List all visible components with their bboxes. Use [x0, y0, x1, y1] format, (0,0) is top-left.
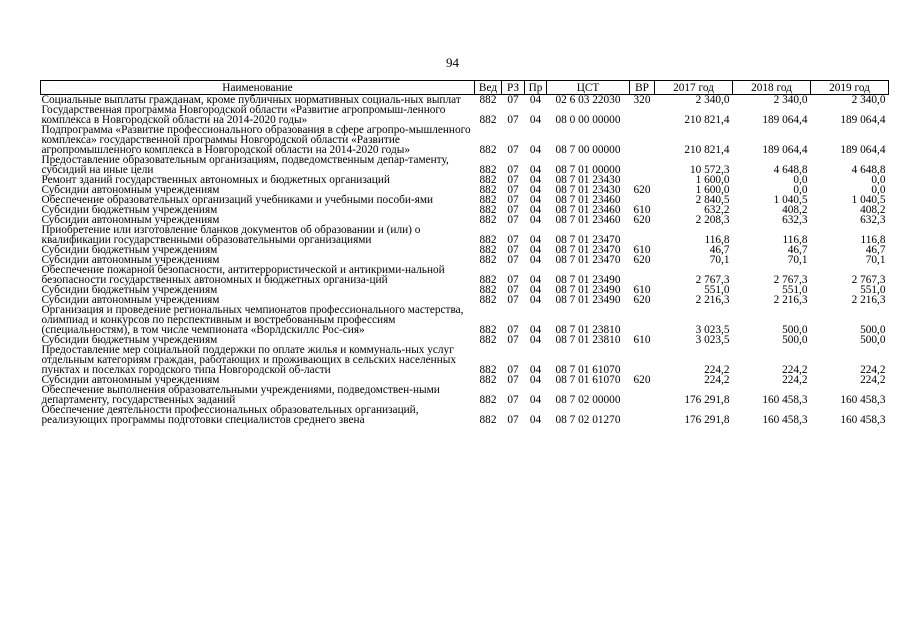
row-amount-2019: 189 064,4 [840, 144, 886, 156]
row-amount-2018: 2 767,3 [773, 274, 808, 286]
row-vr: 620 [633, 214, 651, 226]
row-amount-2019: 500,0 [860, 324, 886, 336]
table-row [41, 225, 889, 245]
row-rz: 07 [507, 194, 519, 206]
row-amount-2019: 160 458,3 [840, 394, 886, 406]
row-amount-2018: 4 648,8 [773, 164, 808, 176]
row-amount-2017: 1 600,0 [695, 184, 730, 196]
row-name: Субсидии автономным учреждениям [41, 184, 220, 196]
row-amount-2017: 210 821,4 [684, 144, 730, 156]
row-ved: 882 [479, 94, 497, 106]
row-amount-2017: 116,8 [704, 234, 730, 246]
row-cst: 08 7 01 23460 [555, 204, 621, 216]
row-amount-2018: 500,0 [782, 334, 808, 346]
row-pr: 04 [529, 294, 542, 306]
row-ved: 882 [479, 204, 497, 216]
row-amount-2017: 2 767,3 [695, 274, 730, 286]
table-row [41, 105, 889, 125]
row-amount-2017: 2 208,3 [695, 214, 730, 226]
row-rz: 07 [507, 364, 519, 376]
row-vr [630, 125, 655, 155]
row-amount-2017: 632,2 [704, 204, 730, 216]
row-name: Субсидии автономным учреждениям [41, 254, 220, 266]
table-body [41, 95, 889, 426]
row-cst: 08 7 01 23490 [555, 284, 621, 296]
row-amount-2018: 408,2 [782, 204, 808, 216]
row-amount-2017: 176 291,8 [684, 394, 730, 406]
row-amount-2018: 1 040,5 [773, 194, 808, 206]
row-rz: 07 [507, 94, 519, 106]
row-ved: 882 [479, 274, 497, 286]
table-header-row [41, 81, 889, 95]
row-ved: 882 [479, 144, 497, 156]
row-amount-2018: 0,0 [793, 184, 808, 196]
row-amount-2018: 632,3 [782, 214, 808, 226]
row-rz: 07 [507, 164, 519, 176]
row-amount-2018: 224,2 [782, 374, 808, 386]
row-cst: 08 7 01 23470 [555, 244, 621, 256]
table-row [41, 385, 889, 405]
row-cst: 08 7 01 61070 [555, 374, 621, 386]
table-row [41, 305, 889, 335]
header-2019: 2019 год [811, 81, 889, 95]
row-amount-2018: 70,1 [787, 254, 808, 266]
row-vr: 620 [633, 294, 651, 306]
row-amount-2017: 224,2 [704, 364, 730, 376]
row-amount-2017: 46,7 [709, 244, 730, 256]
row-ved: 882 [479, 394, 497, 406]
row-amount-2018: 500,0 [782, 324, 808, 336]
row-rz: 07 [507, 234, 519, 246]
header-ved: Вед [475, 81, 502, 95]
row-vr [630, 405, 655, 425]
row-ved: 882 [479, 194, 497, 206]
row-pr: 04 [529, 374, 542, 386]
row-name: Социальные выплаты гражданам, кроме публичных нормативных социаль-ных выплат [41, 94, 461, 106]
row-ved: 882 [479, 294, 497, 306]
table-row [41, 125, 889, 155]
row-pr: 04 [529, 274, 542, 286]
row-rz: 07 [507, 274, 519, 286]
row-name: Обеспечение образовательных организаций учебниками и учебными пособи-ями [41, 194, 434, 206]
row-ved: 882 [479, 364, 497, 376]
row-amount-2017: 3 023,5 [695, 324, 730, 336]
row-pr: 04 [529, 334, 542, 346]
row-amount-2017: 551,0 [704, 284, 730, 296]
row-rz: 07 [507, 254, 519, 266]
row-ved: 882 [479, 414, 497, 426]
row-ved: 882 [479, 374, 497, 386]
budget-table [40, 80, 889, 425]
row-amount-2019: 224,2 [860, 364, 886, 376]
row-pr: 04 [529, 144, 542, 156]
row-pr: 04 [529, 254, 542, 266]
table-row [41, 265, 889, 285]
table-row [41, 345, 889, 375]
row-name: Приобретение или изготовление бланков документов об образовании и (или) о квалификации государственными образовательными организациями [41, 224, 421, 246]
row-amount-2017: 2 840,5 [695, 194, 730, 206]
row-name: Субсидии автономным учреждениям [41, 214, 220, 226]
row-ved: 882 [479, 334, 497, 346]
row-amount-2019: 0,0 [871, 174, 886, 186]
header-2017: 2017 год [655, 81, 733, 95]
row-pr: 04 [529, 174, 542, 186]
row-cst: 08 7 01 23810 [555, 324, 621, 336]
row-name: Обеспечение деятельности профессиональных образовательных организаций, реализующих программы подготовки специалистов среднего звена [41, 404, 419, 426]
row-pr: 04 [529, 394, 542, 406]
header-pr: Пр [525, 81, 547, 95]
row-pr: 04 [529, 194, 542, 206]
row-amount-2019: 4 648,8 [851, 164, 886, 176]
row-vr [630, 225, 655, 245]
row-vr [630, 155, 655, 175]
header-2018: 2018 год [733, 81, 811, 95]
row-pr: 04 [529, 324, 542, 336]
row-name: Субсидии бюджетным учреждениям [41, 204, 218, 216]
row-amount-2019: 551,0 [860, 284, 886, 296]
row-amount-2018: 551,0 [782, 284, 808, 296]
row-amount-2018: 0,0 [793, 174, 808, 186]
row-rz: 07 [507, 174, 519, 186]
row-rz: 07 [507, 394, 519, 406]
row-name: Обеспечение выполнения образовательными учреждениями, подведомствен-ными департаменту, государственных заданий [41, 384, 440, 406]
row-amount-2019: 0,0 [871, 184, 886, 196]
row-cst: 08 7 01 23470 [555, 234, 621, 246]
row-name: Предоставление образовательным организациям, подведомственным депар-таменту, субсидий на иные цели [41, 154, 449, 176]
row-pr: 04 [529, 244, 542, 256]
row-amount-2019: 116,8 [860, 234, 886, 246]
row-amount-2017: 2 340,0 [695, 94, 730, 106]
row-cst: 08 7 02 00000 [555, 394, 621, 406]
page-number: 94 [446, 55, 459, 70]
row-ved: 882 [479, 324, 497, 336]
row-cst: 08 7 01 23810 [555, 334, 621, 346]
row-amount-2019: 160 458,3 [840, 414, 886, 426]
row-name: Обеспечение пожарной безопасности, антитеррористической и антикрими-нальной безопасности государственных автономных и бюджетных организа-ций [41, 264, 445, 286]
row-name: Государственная программа Новгородской области «Развитие агропромыш-ленного комплекса в Новгородской области на 2014-2020 годы» [41, 104, 446, 126]
row-amount-2017: 210 821,4 [684, 114, 730, 126]
row-rz: 07 [507, 204, 519, 216]
row-pr: 04 [529, 284, 542, 296]
row-amount-2017: 70,1 [709, 254, 730, 266]
row-cst: 08 7 01 23470 [555, 254, 621, 266]
row-amount-2018: 189 064,4 [762, 114, 808, 126]
row-cst: 08 7 01 23460 [555, 194, 621, 206]
row-cst: 08 7 01 23430 [555, 184, 621, 196]
row-amount-2019: 70,1 [865, 254, 886, 266]
row-pr: 04 [529, 414, 542, 426]
row-name: Подпрограмма «Развитие профессионального образования в сфере агропро-мышленного комплекса» государственной программы Новгородской области «Развитие агропромышленного комплекса в Новгородской области на 2014-2020 годы» [41, 124, 471, 156]
row-vr: 620 [633, 184, 651, 196]
row-amount-2018: 160 458,3 [762, 394, 808, 406]
row-vr: 620 [633, 374, 651, 386]
row-amount-2018: 2 216,3 [773, 294, 808, 306]
row-amount-2019: 1 040,5 [851, 194, 886, 206]
row-cst: 08 7 01 23490 [555, 274, 621, 286]
row-name: Субсидии бюджетным учреждениям [41, 284, 218, 296]
row-name: Организация и проведение региональных чемпионатов профессионального мастерства, олимпиад и конкурсов по перспективным и востребованным профессиям (специальностям), в том числе чемпионата «Ворлдскиллс Рос-сия» [41, 304, 464, 336]
row-ved: 882 [479, 284, 497, 296]
row-rz: 07 [507, 324, 519, 336]
row-amount-2019: 408,2 [860, 204, 886, 216]
row-amount-2019: 46,7 [865, 244, 886, 256]
row-rz: 07 [507, 244, 519, 256]
header-vr: ВР [630, 81, 655, 95]
row-rz: 07 [507, 374, 519, 386]
row-amount-2019: 189 064,4 [840, 114, 886, 126]
table-row [41, 155, 889, 175]
row-rz: 07 [507, 214, 519, 226]
row-ved: 882 [479, 254, 497, 266]
row-amount-2017: 1 600,0 [695, 174, 730, 186]
row-vr: 610 [633, 334, 651, 346]
table-row [41, 405, 889, 425]
row-amount-2017: 3 023,5 [695, 334, 730, 346]
row-rz: 07 [507, 334, 519, 346]
row-amount-2017: 176 291,8 [684, 414, 730, 426]
row-ved: 882 [479, 234, 497, 246]
row-pr: 04 [529, 234, 542, 246]
row-amount-2019: 2 216,3 [851, 294, 886, 306]
row-amount-2019: 632,3 [860, 214, 886, 226]
row-pr: 04 [529, 114, 542, 126]
row-rz: 07 [507, 114, 519, 126]
row-rz: 07 [507, 144, 519, 156]
row-pr: 04 [529, 94, 542, 106]
row-ved: 882 [479, 184, 497, 196]
row-pr: 04 [529, 214, 542, 226]
row-amount-2019: 224,2 [860, 374, 886, 386]
row-amount-2018: 189 064,4 [762, 144, 808, 156]
row-vr: 620 [633, 254, 651, 266]
row-vr [630, 385, 655, 405]
row-pr: 04 [529, 204, 542, 216]
row-cst: 02 6 03 22030 [555, 94, 621, 106]
row-ved: 882 [479, 214, 497, 226]
row-cst: 08 7 00 00000 [555, 144, 621, 156]
row-vr: 610 [633, 284, 651, 296]
row-amount-2019: 2 340,0 [851, 94, 886, 106]
row-amount-2018: 160 458,3 [762, 414, 808, 426]
row-name: Субсидии автономным учреждениям [41, 294, 220, 306]
row-ved: 882 [479, 244, 497, 256]
row-cst: 08 7 01 23460 [555, 214, 621, 226]
row-pr: 04 [529, 164, 542, 176]
header-cst: ЦСТ [547, 81, 630, 95]
row-cst: 08 7 01 61070 [555, 364, 621, 376]
row-amount-2018: 2 340,0 [773, 94, 808, 106]
row-rz: 07 [507, 184, 519, 196]
row-name: Ремонт зданий государственных автономных и бюджетных организаций [41, 174, 390, 186]
row-vr: 610 [633, 244, 651, 256]
row-rz: 07 [507, 284, 519, 296]
row-cst: 08 7 02 01270 [555, 414, 621, 426]
row-ved: 882 [479, 174, 497, 186]
row-name: Субсидии автономным учреждениям [41, 374, 220, 386]
row-amount-2018: 46,7 [787, 244, 808, 256]
row-rz: 07 [507, 414, 519, 426]
row-name: Субсидии бюджетным учреждениям [41, 244, 218, 256]
row-name: Субсидии бюджетным учреждениям [41, 334, 218, 346]
row-amount-2019: 500,0 [860, 334, 886, 346]
row-amount-2019: 2 767,3 [851, 274, 886, 286]
row-cst: 08 0 00 00000 [555, 114, 621, 126]
row-rz: 07 [507, 294, 519, 306]
row-vr: 610 [633, 204, 651, 216]
row-ved: 882 [479, 164, 497, 176]
row-amount-2018: 224,2 [782, 364, 808, 376]
header-rz: РЗ [502, 81, 525, 95]
row-cst: 08 7 01 23430 [555, 174, 621, 186]
row-cst: 08 7 01 00000 [555, 164, 621, 176]
row-amount-2017: 224,2 [704, 374, 730, 386]
row-vr [630, 305, 655, 335]
header-name: Наименование [41, 81, 475, 95]
row-pr: 04 [529, 364, 542, 376]
row-vr [630, 265, 655, 285]
row-amount-2018: 116,8 [782, 234, 808, 246]
row-name: Предоставление мер социальной поддержки по оплате жилья и коммуналь-ных услуг отдельным категориям граждан, работающих и проживающих в сельских населенных пунктах и поселках городского типа Новгородской об-ласти [41, 344, 456, 376]
row-vr: 320 [633, 94, 651, 106]
row-vr [630, 345, 655, 375]
row-amount-2017: 2 216,3 [695, 294, 730, 306]
row-ved: 882 [479, 114, 497, 126]
row-amount-2017: 10 572,3 [689, 164, 730, 176]
row-cst: 08 7 01 23490 [555, 294, 621, 306]
row-vr [630, 105, 655, 125]
row-pr: 04 [529, 184, 542, 196]
